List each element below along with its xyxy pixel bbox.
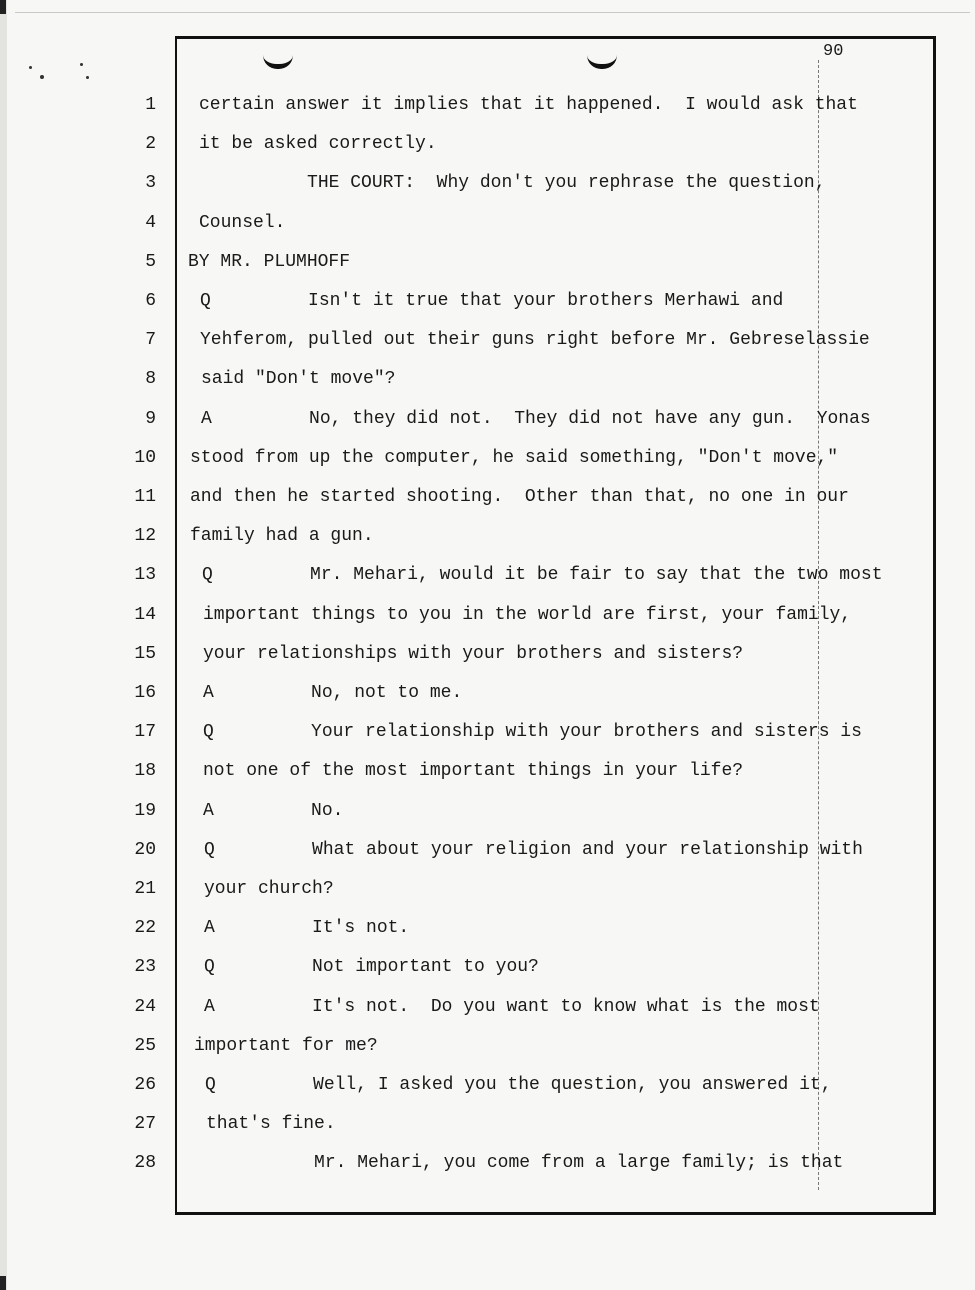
line-number: 15 <box>134 644 156 664</box>
transcript-line: BY MR. PLUMHOFF <box>188 252 351 272</box>
transcript-line: your church? <box>204 879 334 899</box>
scan-speck <box>40 75 44 79</box>
transcript-line: important for me? <box>194 1036 378 1056</box>
transcript-line: Q Well, I asked you the question, you answered it, <box>205 1075 832 1095</box>
transcript-line: family had a gun. <box>190 526 374 546</box>
scan-speck <box>29 66 32 69</box>
line-number: 2 <box>145 134 156 154</box>
line-number: 23 <box>134 957 156 977</box>
line-number: 8 <box>145 369 156 389</box>
scan-edge-mark <box>0 1276 6 1290</box>
transcript-line: A It's not. <box>204 918 410 938</box>
line-number: 25 <box>134 1036 156 1056</box>
line-number: 16 <box>134 683 156 703</box>
line-number: 7 <box>145 330 156 350</box>
transcript-line: A No, not to me. <box>203 683 463 703</box>
transcript-line: it be asked correctly. <box>199 134 437 154</box>
scan-speck <box>86 76 89 79</box>
scan-top-rule <box>15 12 970 13</box>
transcript-line: Mr. Mehari, you come from a large family; is that <box>206 1153 844 1173</box>
transcript-line: Q Your relationship with your brothers and sisters is <box>203 722 862 742</box>
transcript-line: Q Isn't it true that your brothers Merhawi and <box>200 291 784 311</box>
transcript-line: stood from up the computer, he said something, "Don't move," <box>190 448 839 468</box>
transcript-line: said "Don't move"? <box>201 369 396 389</box>
scan-edge-mark <box>0 0 6 14</box>
transcript-line: not one of the most important things in your life? <box>203 761 744 781</box>
transcript-line: A No, they did not. They did not have any gun. Yonas <box>201 409 871 429</box>
line-number: 6 <box>145 291 156 311</box>
transcript-line: your relationships with your brothers and sisters? <box>203 644 744 664</box>
transcript-line: Counsel. <box>199 213 286 233</box>
line-number: 21 <box>134 879 156 899</box>
page-number: 90 <box>823 42 844 61</box>
line-number: 26 <box>134 1075 156 1095</box>
line-number: 17 <box>134 722 156 742</box>
line-number: 11 <box>134 487 156 507</box>
transcript-line: Yehferom, pulled out their guns right before Mr. Gebreselassie <box>200 330 870 350</box>
transcript-line: that's fine. <box>206 1114 336 1134</box>
transcript-line: A No. <box>203 801 344 821</box>
line-number: 4 <box>145 213 156 233</box>
transcript-line: important things to you in the world are first, your family, <box>203 605 852 625</box>
line-number: 22 <box>134 918 156 938</box>
transcript-line: Q What about your religion and your relationship with <box>204 840 863 860</box>
line-number: 19 <box>134 801 156 821</box>
line-number: 3 <box>145 173 156 193</box>
transcript-line: and then he started shooting. Other than that, no one in our <box>190 487 849 507</box>
line-number: 13 <box>134 565 156 585</box>
scan-left-edge <box>0 0 7 1290</box>
transcript-line: THE COURT: Why don't you rephrase the question, <box>199 173 826 193</box>
line-number: 20 <box>134 840 156 860</box>
transcript-line: Q Not important to you? <box>204 957 539 977</box>
line-number: 5 <box>145 252 156 272</box>
line-number: 18 <box>134 761 156 781</box>
line-number: 14 <box>134 605 156 625</box>
transcript-line: certain answer it implies that it happened. I would ask that <box>199 95 858 115</box>
line-number: 10 <box>134 448 156 468</box>
transcript-line: Q Mr. Mehari, would it be fair to say that the two most <box>202 565 883 585</box>
line-number: 1 <box>145 95 156 115</box>
transcript-line: A It's not. Do you want to know what is the most <box>204 997 820 1017</box>
scan-speck <box>80 63 83 66</box>
line-number: 12 <box>134 526 156 546</box>
line-number: 9 <box>145 409 156 429</box>
line-number: 27 <box>134 1114 156 1134</box>
line-number: 28 <box>134 1153 156 1173</box>
line-number: 24 <box>134 997 156 1017</box>
